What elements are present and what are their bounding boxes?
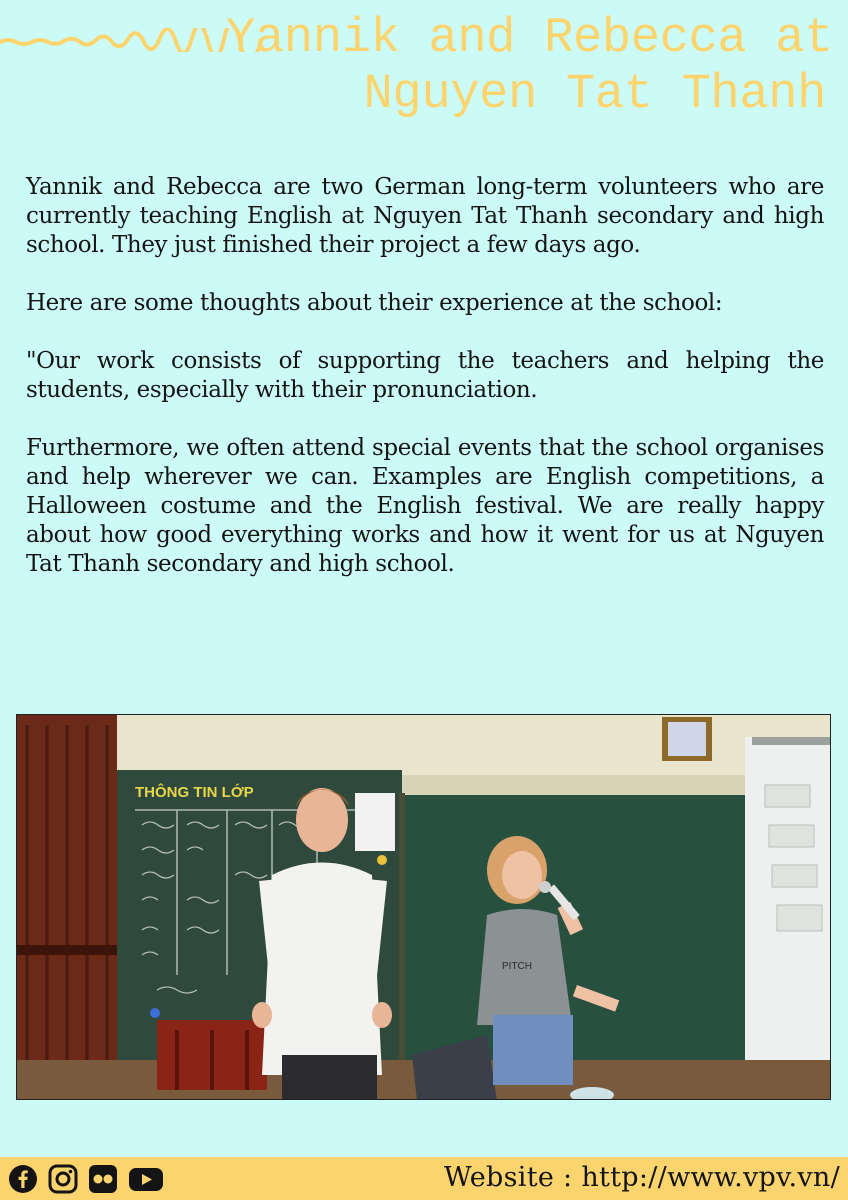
paragraph-quote-events: Furthermore, we often attend special events that the school organises and help wherever we can. Examples are English competitions, a Halloween costume and the English festival. We are really happy about how good everything works and how it went for us at Nguyen Tat Thanh secondary and high school. [26, 435, 824, 577]
instagram-icon[interactable] [48, 1164, 78, 1194]
social-icons [8, 1164, 158, 1194]
classroom-photo [16, 714, 831, 1100]
footer-bar [0, 1157, 848, 1200]
facebook-icon[interactable] [8, 1164, 38, 1194]
paragraph-intro: Yannik and Rebecca are two German long-term volunteers who are currently teaching English at Nguyen Tat Thanh secondary and high school. They just finished their project a few days ago. [26, 174, 824, 258]
board-heading: THÔNG TIN LỚP [135, 784, 254, 801]
website-link[interactable]: Website : http://www.vpv.vn/ [443, 1162, 840, 1193]
title-line-1: Yannik and Rebecca at [226, 10, 834, 66]
decorative-squiggle [0, 28, 262, 52]
title-line-2: Nguyen Tat Thanh [363, 66, 826, 122]
paragraph-quote-work: "Our work consists of supporting the teachers and helping the students, especially with their pronunciation. [26, 348, 824, 403]
shirt-text: PITCH [502, 961, 532, 972]
article-body [26, 173, 824, 608]
youtube-icon[interactable] [128, 1164, 158, 1194]
paragraph-thoughts: Here are some thoughts about their experience at the school: [26, 290, 723, 316]
flickr-icon[interactable] [88, 1164, 118, 1194]
page-title [226, 10, 834, 122]
